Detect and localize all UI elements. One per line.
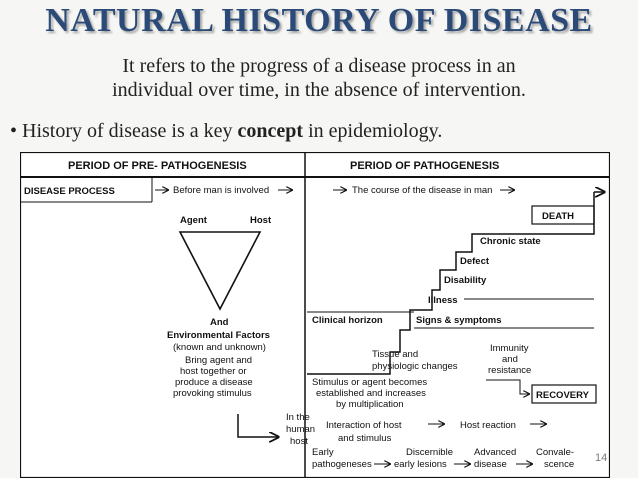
bring-line-4: provoking stimulus: [173, 388, 252, 399]
known-unknown-label: (known and unknown): [173, 342, 266, 353]
page-number: 14: [595, 452, 608, 464]
stimulus-line-1: Stimulus or agent becomes: [312, 377, 428, 388]
defect-label: Defect: [460, 256, 490, 267]
chronic-state-label: Chronic state: [480, 236, 541, 247]
discernible-line-2: early lesions: [394, 459, 447, 470]
bullet-suffix: in epidemiology.: [308, 120, 443, 142]
advanced-line-1: Advanced: [474, 447, 517, 458]
disability-label: Disability: [444, 275, 487, 286]
advanced-line-2: disease: [474, 459, 507, 470]
host-reaction-label: Host reaction: [460, 420, 516, 431]
interaction-line-2: and stimulus: [338, 433, 392, 444]
and-label: And: [210, 317, 229, 328]
pathogenesis-header: PERIOD OF PATHOGENESIS: [350, 160, 500, 172]
convalescence-line-2: scence: [544, 459, 575, 470]
recovery-arrow: [486, 380, 529, 394]
immunity-line-2: and: [502, 354, 518, 365]
signs-symptoms-label: Signs & symptoms: [416, 315, 502, 326]
bullet-prefix: History of disease is a key: [22, 120, 233, 142]
discernible-line-1: Discernible: [406, 447, 453, 458]
slide-title: NATURAL HISTORY OF DISEASE: [45, 2, 593, 39]
tissue-line-1: Tissue and: [372, 349, 419, 360]
subtitle-line-2: individual over time, in the absence of intervention.: [112, 79, 526, 101]
stimulus-line-2: established and increases: [316, 388, 426, 399]
death-label: DEATH: [542, 211, 575, 222]
course-label: The course of the disease in man: [352, 185, 493, 196]
in-human-line-2: human: [286, 424, 316, 435]
bring-line-2: host together or: [180, 366, 247, 377]
pre-pathogenesis-header: PERIOD OF PRE- PATHOGENESIS: [68, 160, 247, 172]
agent-label: Agent: [180, 215, 207, 226]
diagram-svg: [20, 152, 610, 478]
before-man-label: Before man is involved: [173, 185, 270, 196]
early-line-1: Early: [312, 447, 334, 458]
env-factors-label: Environmental Factors: [167, 330, 270, 341]
host-label: Host: [250, 215, 272, 226]
subtitle: [0, 54, 638, 102]
illness-label: Illness: [428, 295, 458, 306]
natural-history-diagram: [20, 152, 610, 478]
disease-process-label: DISEASE PROCESS: [24, 186, 115, 197]
bullet-keyword: concept: [237, 120, 304, 142]
bullet-point: [10, 120, 638, 143]
interaction-line-1: Interaction of host: [326, 420, 402, 431]
in-human-line-3: host: [290, 436, 308, 447]
clinical-horizon-label: Clinical horizon: [312, 315, 383, 326]
subtitle-line-1: It refers to the progress of a disease process in an: [122, 55, 516, 77]
in-human-line-1: In the: [286, 412, 310, 423]
bring-line-1: Bring agent and: [185, 355, 253, 366]
stimulus-line-3: by multiplication: [336, 399, 404, 410]
epidemiologic-triangle: [180, 232, 260, 309]
recovery-label: RECOVERY: [536, 390, 589, 401]
bullet-marker: •: [10, 120, 18, 142]
early-line-2: pathogeneses: [312, 459, 372, 470]
tissue-line-2: physiologic changes: [372, 361, 458, 372]
convalescence-line-1: Convale-: [536, 447, 575, 458]
immunity-line-1: Immunity: [490, 343, 529, 354]
into-host-arrow: [238, 414, 278, 437]
bring-line-3: produce a disease: [175, 377, 253, 388]
immunity-line-3: resistance: [488, 365, 532, 376]
